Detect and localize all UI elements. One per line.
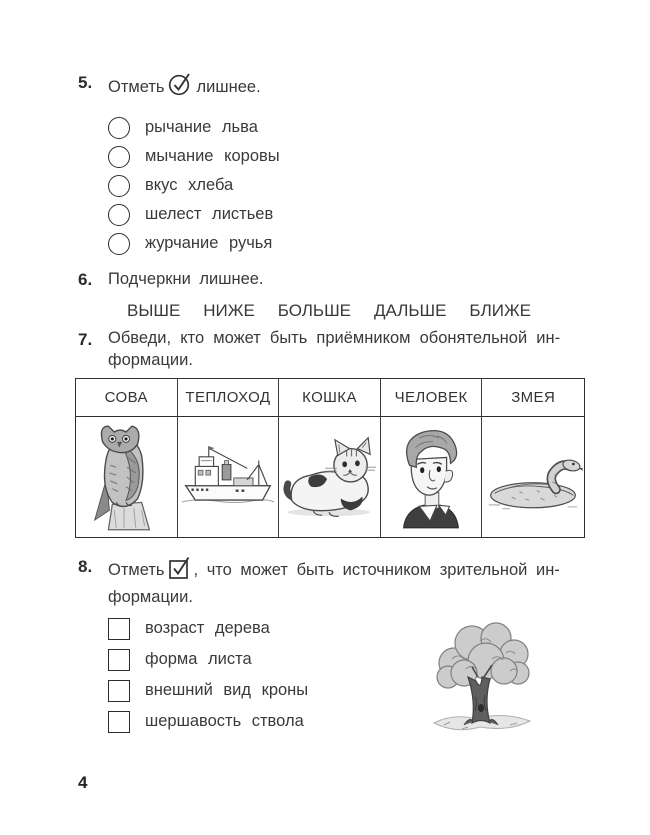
table-header-human: ЧЕЛОВЕК — [381, 379, 483, 417]
question-5-options — [108, 113, 585, 258]
question-7-number: 7. — [78, 330, 93, 349]
question-8-title-line2: формации. — [108, 588, 193, 606]
table-header-snake: ЗМЕЯ — [482, 379, 584, 417]
question-7-title-line2: формации. — [108, 351, 193, 369]
question-5 — [78, 70, 585, 258]
option-label: возраст дерева — [145, 619, 270, 637]
word-option[interactable]: ВЫШЕ — [127, 301, 181, 320]
question-7-title-line1: Обведи, кто может быть приёмником обонятельной ин- — [108, 329, 561, 347]
word-option[interactable]: ДАЛЬШЕ — [373, 301, 447, 320]
question-5-title-before: Отметь — [108, 78, 165, 96]
page-number: 4 — [78, 773, 88, 792]
radio-circle[interactable] — [108, 146, 130, 168]
animals-table — [75, 378, 585, 538]
option-label: шелест листьев — [145, 205, 274, 223]
cat-illustration — [280, 435, 378, 519]
owl-illustration — [83, 421, 169, 533]
table-header-owl: СОВА — [76, 379, 178, 417]
question-8-title-before: Отметь — [108, 561, 165, 579]
option-label: мычание коровы — [145, 147, 280, 165]
radio-circle[interactable] — [108, 117, 130, 139]
square-check-icon — [168, 554, 191, 586]
checkbox[interactable] — [108, 649, 130, 671]
table-header-cat: КОШКА — [279, 379, 381, 417]
circle-check-icon — [168, 70, 194, 105]
question-6 — [78, 267, 585, 321]
option-label: форма листа — [145, 650, 252, 668]
option-row — [108, 142, 585, 171]
radio-circle[interactable] — [108, 204, 130, 226]
checkbox[interactable] — [108, 680, 130, 702]
option-label: шершавость ствола — [145, 712, 304, 730]
question-5-title-after: лишнее. — [196, 78, 261, 96]
option-row — [108, 229, 585, 258]
question-7 — [78, 327, 585, 538]
snake-illustration — [483, 440, 583, 514]
question-8-body — [108, 613, 585, 737]
word-option[interactable]: БЛИЖЕ — [469, 301, 531, 320]
checkbox[interactable] — [108, 711, 130, 733]
checkbox[interactable] — [108, 618, 130, 640]
question-8 — [78, 554, 585, 737]
question-8-title-line1 — [108, 554, 585, 586]
option-row — [108, 113, 585, 142]
option-row — [108, 171, 585, 200]
table-cell-cat[interactable] — [279, 417, 381, 537]
table-cell-boy[interactable] — [381, 417, 483, 537]
question-6-words — [127, 301, 531, 321]
option-label: вкус хлеба — [145, 176, 234, 194]
boy-illustration — [390, 423, 472, 531]
option-label: внешний вид кроны — [145, 681, 309, 699]
question-5-number: 5. — [78, 73, 93, 92]
table-cell-ship[interactable] — [178, 417, 280, 537]
ship-illustration — [178, 440, 278, 514]
option-row — [108, 200, 585, 229]
table-header-ship: ТЕПЛОХОД — [178, 379, 280, 417]
table-cell-snake[interactable] — [482, 417, 584, 537]
radio-circle[interactable] — [108, 175, 130, 197]
question-6-number: 6. — [78, 270, 93, 289]
option-label: рычание льва — [145, 118, 258, 136]
question-8-number: 8. — [78, 557, 93, 576]
question-8-title-after: , что может быть источником зрительной ин- — [193, 561, 560, 579]
word-option[interactable]: БОЛЬШЕ — [277, 301, 352, 320]
question-5-title — [108, 70, 261, 105]
option-label: журчание ручья — [145, 234, 273, 252]
table-cell-owl[interactable] — [76, 417, 178, 537]
question-6-title: Подчеркни лишнее. — [108, 270, 264, 288]
word-option[interactable]: НИЖЕ — [203, 301, 255, 320]
radio-circle[interactable] — [108, 233, 130, 255]
tree-illustration — [426, 611, 538, 741]
